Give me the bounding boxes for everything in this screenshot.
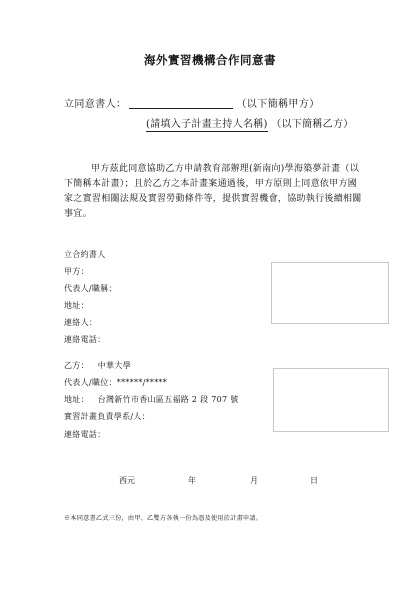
party-b-responsible-label: 實習計畫負責學系/人： — [64, 412, 150, 421]
date-era: 西元 — [119, 476, 135, 485]
host-name-placeholder: (請填入子計畫主持人名稱) — [146, 119, 268, 130]
party-a-seal-box — [271, 262, 389, 324]
party-b-address-value: 台灣新竹市香山區五福路 2 段 707 號 — [97, 395, 239, 404]
party-a-address-label: 地址： — [64, 301, 89, 310]
party-b-note: （以下簡稱乙方） — [271, 119, 354, 130]
date-day: 日 — [310, 476, 318, 485]
party-a-contact-label: 連絡人： — [64, 318, 98, 327]
party-a-name-label: 甲方： — [64, 267, 89, 276]
agreement-paragraph: 甲方茲此同意協助乙方申請教育部辦理(新南向)學海築夢計畫（以下簡稱本計畫）；且於乙方之本計畫案通過後，甲方原則上同意依甲方國家之實習相關法規及實習勞動條件等，提供實習機會，協助執行後續相關事宜。 — [64, 164, 362, 219]
party-b-rep-label: 代表人/職位： — [64, 378, 117, 387]
consenter-name-blank — [129, 97, 233, 109]
party-b-phone-label: 連絡電話： — [64, 430, 106, 439]
consenter-label: 立同意書人： — [64, 99, 127, 110]
signatories-heading: 立合約書人 — [64, 250, 106, 259]
party-b-rep-value: ******/***** — [116, 378, 168, 387]
footnote: ※本同意書乙式三份，由甲、乙雙方各執一份為憑及使用於計畫申請。 — [64, 515, 263, 522]
party-a-phone-label: 連絡電話： — [64, 335, 106, 344]
party-b-address-row — [64, 394, 239, 405]
party-b-address-label: 地址： — [64, 395, 89, 404]
party-a-note: （以下簡稱甲方） — [236, 99, 320, 110]
host-line — [146, 115, 354, 130]
party-b-seal-box — [273, 368, 389, 432]
party-b-name-label: 乙方： — [64, 361, 89, 370]
party-b-name-row — [64, 360, 131, 371]
document-title: 海外實習機構合作同意書 — [144, 53, 276, 67]
party-b-name-value: 中華大學 — [97, 361, 131, 370]
party-b-rep-row — [64, 377, 167, 388]
consenter-line — [64, 95, 320, 110]
date-month: 月 — [250, 476, 258, 485]
party-a-rep-label: 代表人/職稱： — [64, 284, 117, 293]
date-year: 年 — [188, 476, 196, 485]
